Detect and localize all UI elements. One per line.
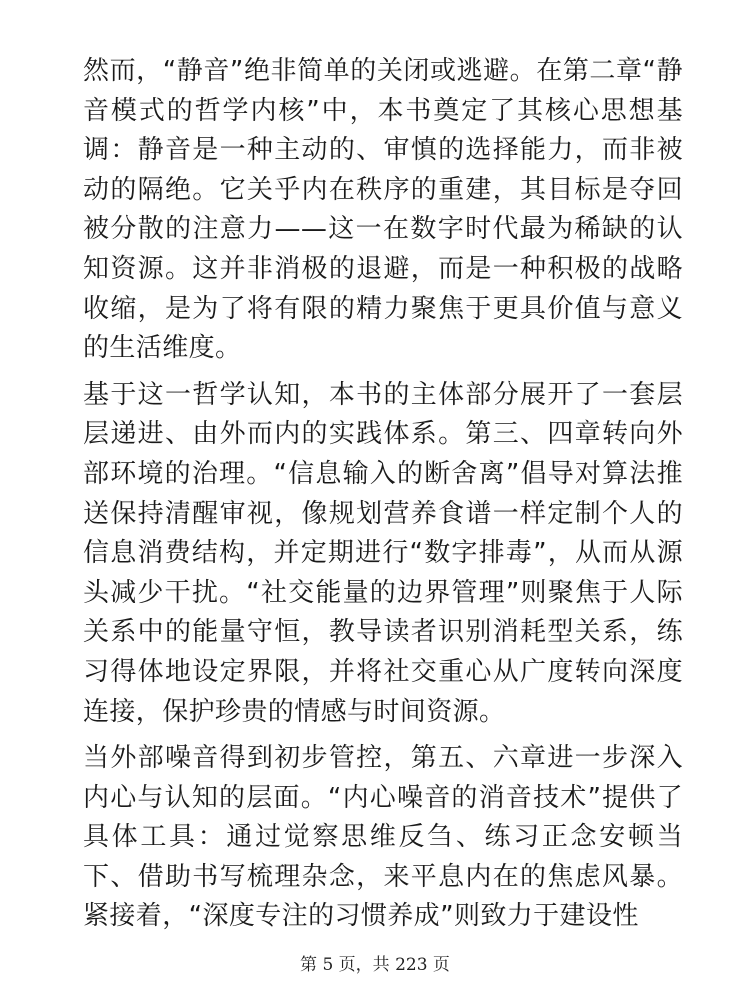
body-text [83,52,683,944]
paragraph-3: 当外部噪音得到初步管控，第五、六章进一步深入内心与认知的层面。“内心噪音的消音技术”提供了具体工具：通过觉察思维反刍、练习正念安顿当下、借助书写梳理杂念，来平息内在的焦虑风暴。紧接着，“深度专注的习惯养成”则致力于建设性 [83,743,683,932]
paragraph-2: 基于这一哲学认知，本书的主体部分展开了一套层层递进、由外而内的实践体系。第三、四章转向外部环境的治理。“信息输入的断舍离”倡导对算法推送保持清醒审视，像规划营养食谱一样定制个人的信息消费结构，并定期进行“数字排毒”，从而从源头减少干扰。“社交能量的边界管理”则聚焦于人际关系中的能量守恒，教导读者识别消耗型关系，练习得体地设定界限，并将社交重心从广度转向深度连接，保护珍贵的情感与时间资源。 [83,379,683,727]
paragraph-1: 然而，“静音”绝非简单的关闭或逃避。在第二章“静音模式的哲学内核”中，本书奠定了其核心思想基调：静音是一种主动的、审慎的选择能力，而非被动的隔绝。它关乎内在秩序的重建，其目标是夺回被分散的注意力——这一在数字时代最为稀缺的认知资源。这并非消极的退避，而是一种积极的战略收缩，是为了将有限的精力聚焦于更具价值与意义的生活维度。 [83,56,683,364]
page-number-footer: 第 5 页，共 223 页 [300,955,450,975]
